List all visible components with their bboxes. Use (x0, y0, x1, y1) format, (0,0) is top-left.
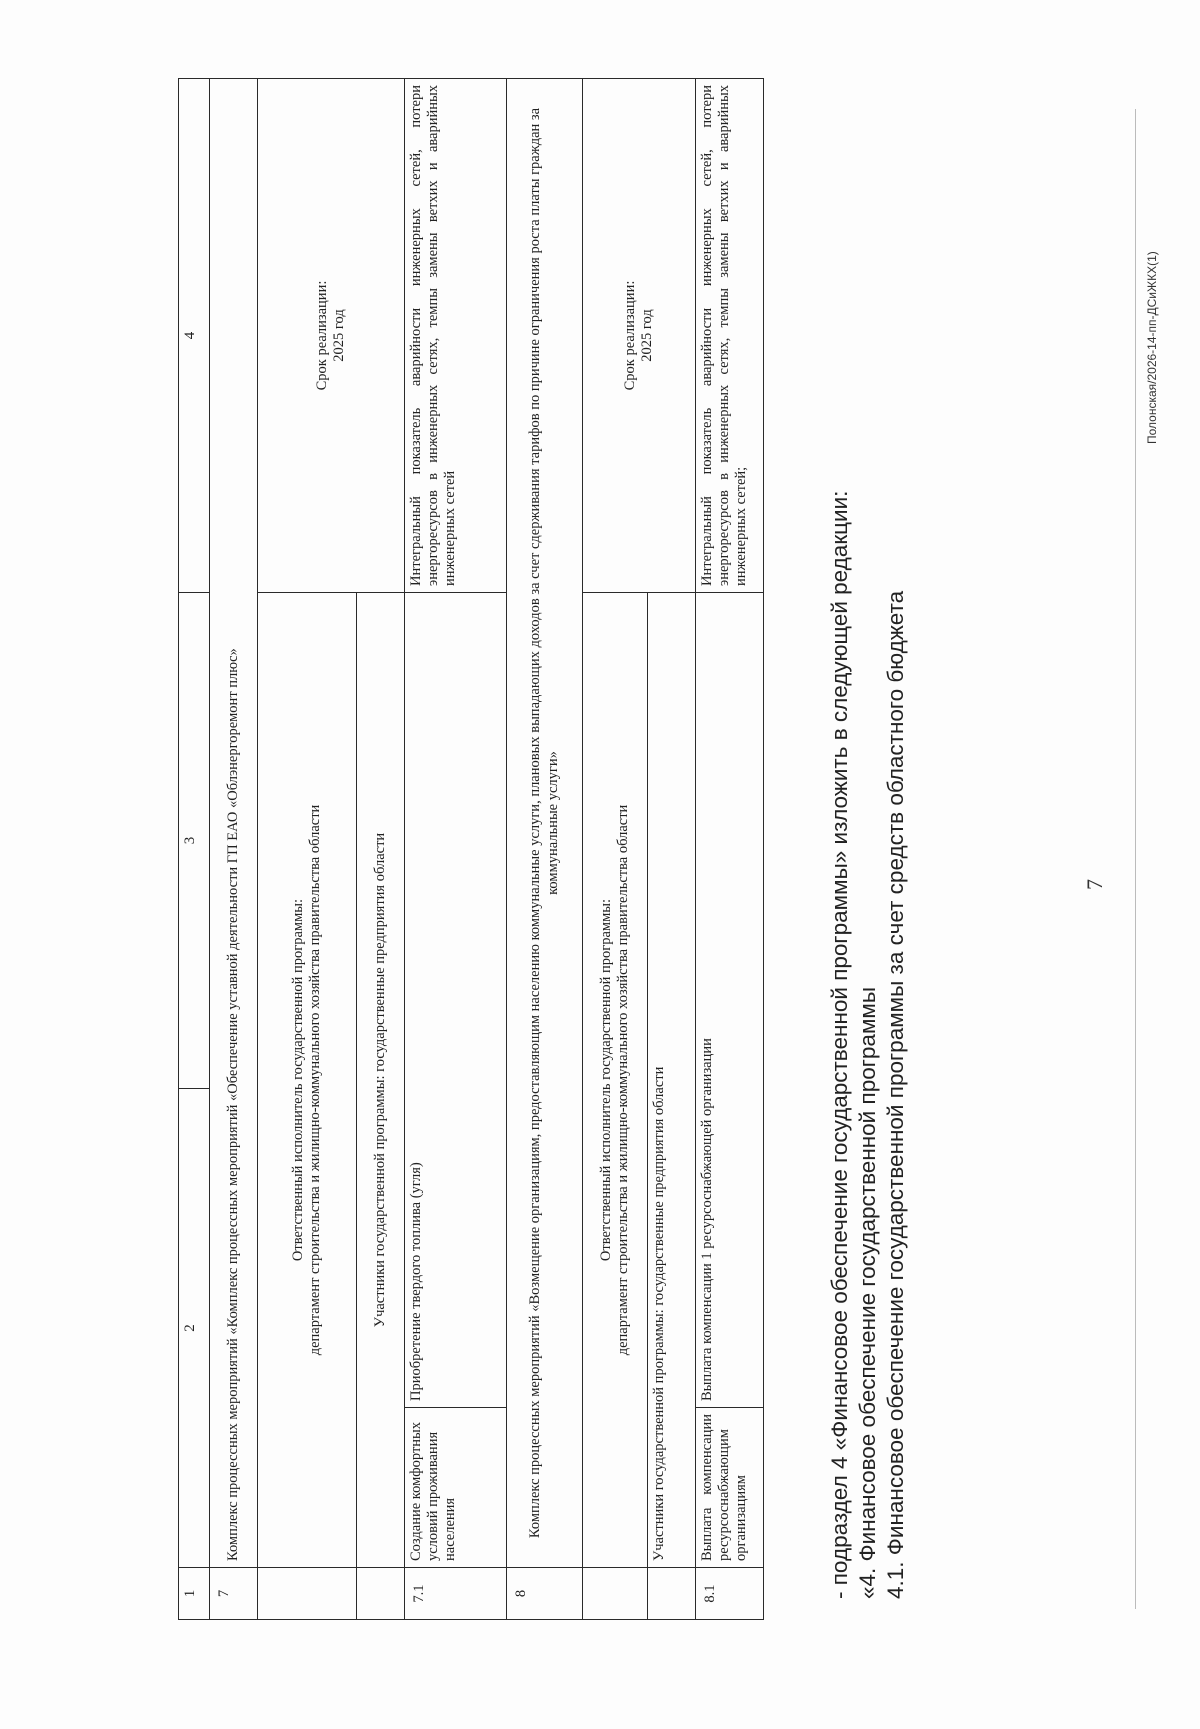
text-line: - подраздел 4 «Финансовое обеспечение государственной программы» изложить в следующей редакции: (827, 490, 852, 1599)
empty-cell (258, 1568, 357, 1620)
header-cell: 1 (179, 1568, 210, 1620)
participants: Участники государственной программы: государственные предприятия области (357, 593, 405, 1568)
result-cell: Приобретение твердого топлива (угля) (405, 593, 507, 1408)
empty-cell (583, 1568, 648, 1620)
indicator-cell: Интегральный показатель аварийности инженерных сетей, потери энергоресурсов в инженерных сетях, темпы замены ветхих и аварийных инженерных сетей; (696, 79, 764, 593)
term-value: 2025 год (331, 309, 347, 362)
table-row (583, 79, 648, 1620)
row-number: 8 (507, 1568, 583, 1620)
responsible-label: Ответственный исполнитель государственной программы: (289, 898, 306, 1262)
page-number: 7 (1082, 879, 1107, 890)
participants: Участники государственной программы: государственные предприятия области (648, 593, 696, 1568)
header-cell: 4 (179, 79, 210, 593)
result-cell: Выплата компенсации 1 ресурсоснабжающей организации (696, 593, 764, 1408)
table-row (696, 79, 764, 1620)
row-number: 7.1 (405, 1568, 507, 1620)
scan-artifact-line (1135, 109, 1136, 1609)
task-cell: Создание комфортных условий проживания населения (405, 1408, 507, 1568)
empty-cell (648, 1568, 696, 1620)
table-row (507, 79, 583, 1620)
implementation-term (583, 79, 696, 593)
row-number: 8.1 (696, 1568, 764, 1620)
responsible-name: департамент строительства и жилищно-коммунального хозяйства правительства области (615, 804, 631, 1356)
term-label: Срок реализации: (621, 280, 638, 391)
document-footer: Полонская/2026-14-пп-ДСиЖКХ(1) (1145, 251, 1159, 444)
task-cell: Выплата компенсации ресурсоснабжающим организациям (696, 1408, 764, 1568)
table-row (210, 79, 258, 1620)
empty-cell (357, 1568, 405, 1620)
table-row (258, 79, 357, 1620)
responsible-label: Ответственный исполнитель государственной программы: (597, 898, 614, 1262)
responsible-executor (583, 593, 648, 1568)
section-title: Комплекс процессных мероприятий «Комплекс процессных мероприятий «Обеспечение уставной деятельности ГП ЕАО «Облэнергоремонт плюс» (210, 79, 258, 1568)
table-header-row (179, 79, 210, 1620)
responsible-executor (258, 593, 357, 1568)
table-row (405, 79, 507, 1620)
section-title: Комплекс процессных мероприятий «Возмещение организациям, предоставляющим населению коммунальные услуги, плановых выпадающих доходов за счет сдерживания тарифов по причине ограничения роста платы граждан за коммунальные услуги» (507, 79, 583, 1568)
text-line: 4.1. Финансовое обеспечение государственной программы за счет средств областного бюджета (883, 590, 908, 1599)
implementation-term (258, 79, 405, 593)
amendment-text (826, 149, 910, 1599)
indicator-cell: Интегральный показатель аварийности инженерных сетей, потери энергоресурсов в инженерных сетях, темпы замены ветхих и аварийных инженерных сетей (405, 79, 507, 593)
program-table (178, 78, 764, 1620)
header-cell: 3 (179, 593, 210, 1089)
term-label: Срок реализации: (313, 280, 330, 391)
term-value: 2025 год (639, 309, 655, 362)
responsible-name: департамент строительства и жилищно-коммунального хозяйства правительства области (307, 804, 323, 1356)
header-cell: 2 (179, 1089, 210, 1568)
text-line: «4. Финансовое обеспечение государственной программы (855, 986, 880, 1599)
row-number: 7 (210, 1568, 258, 1620)
